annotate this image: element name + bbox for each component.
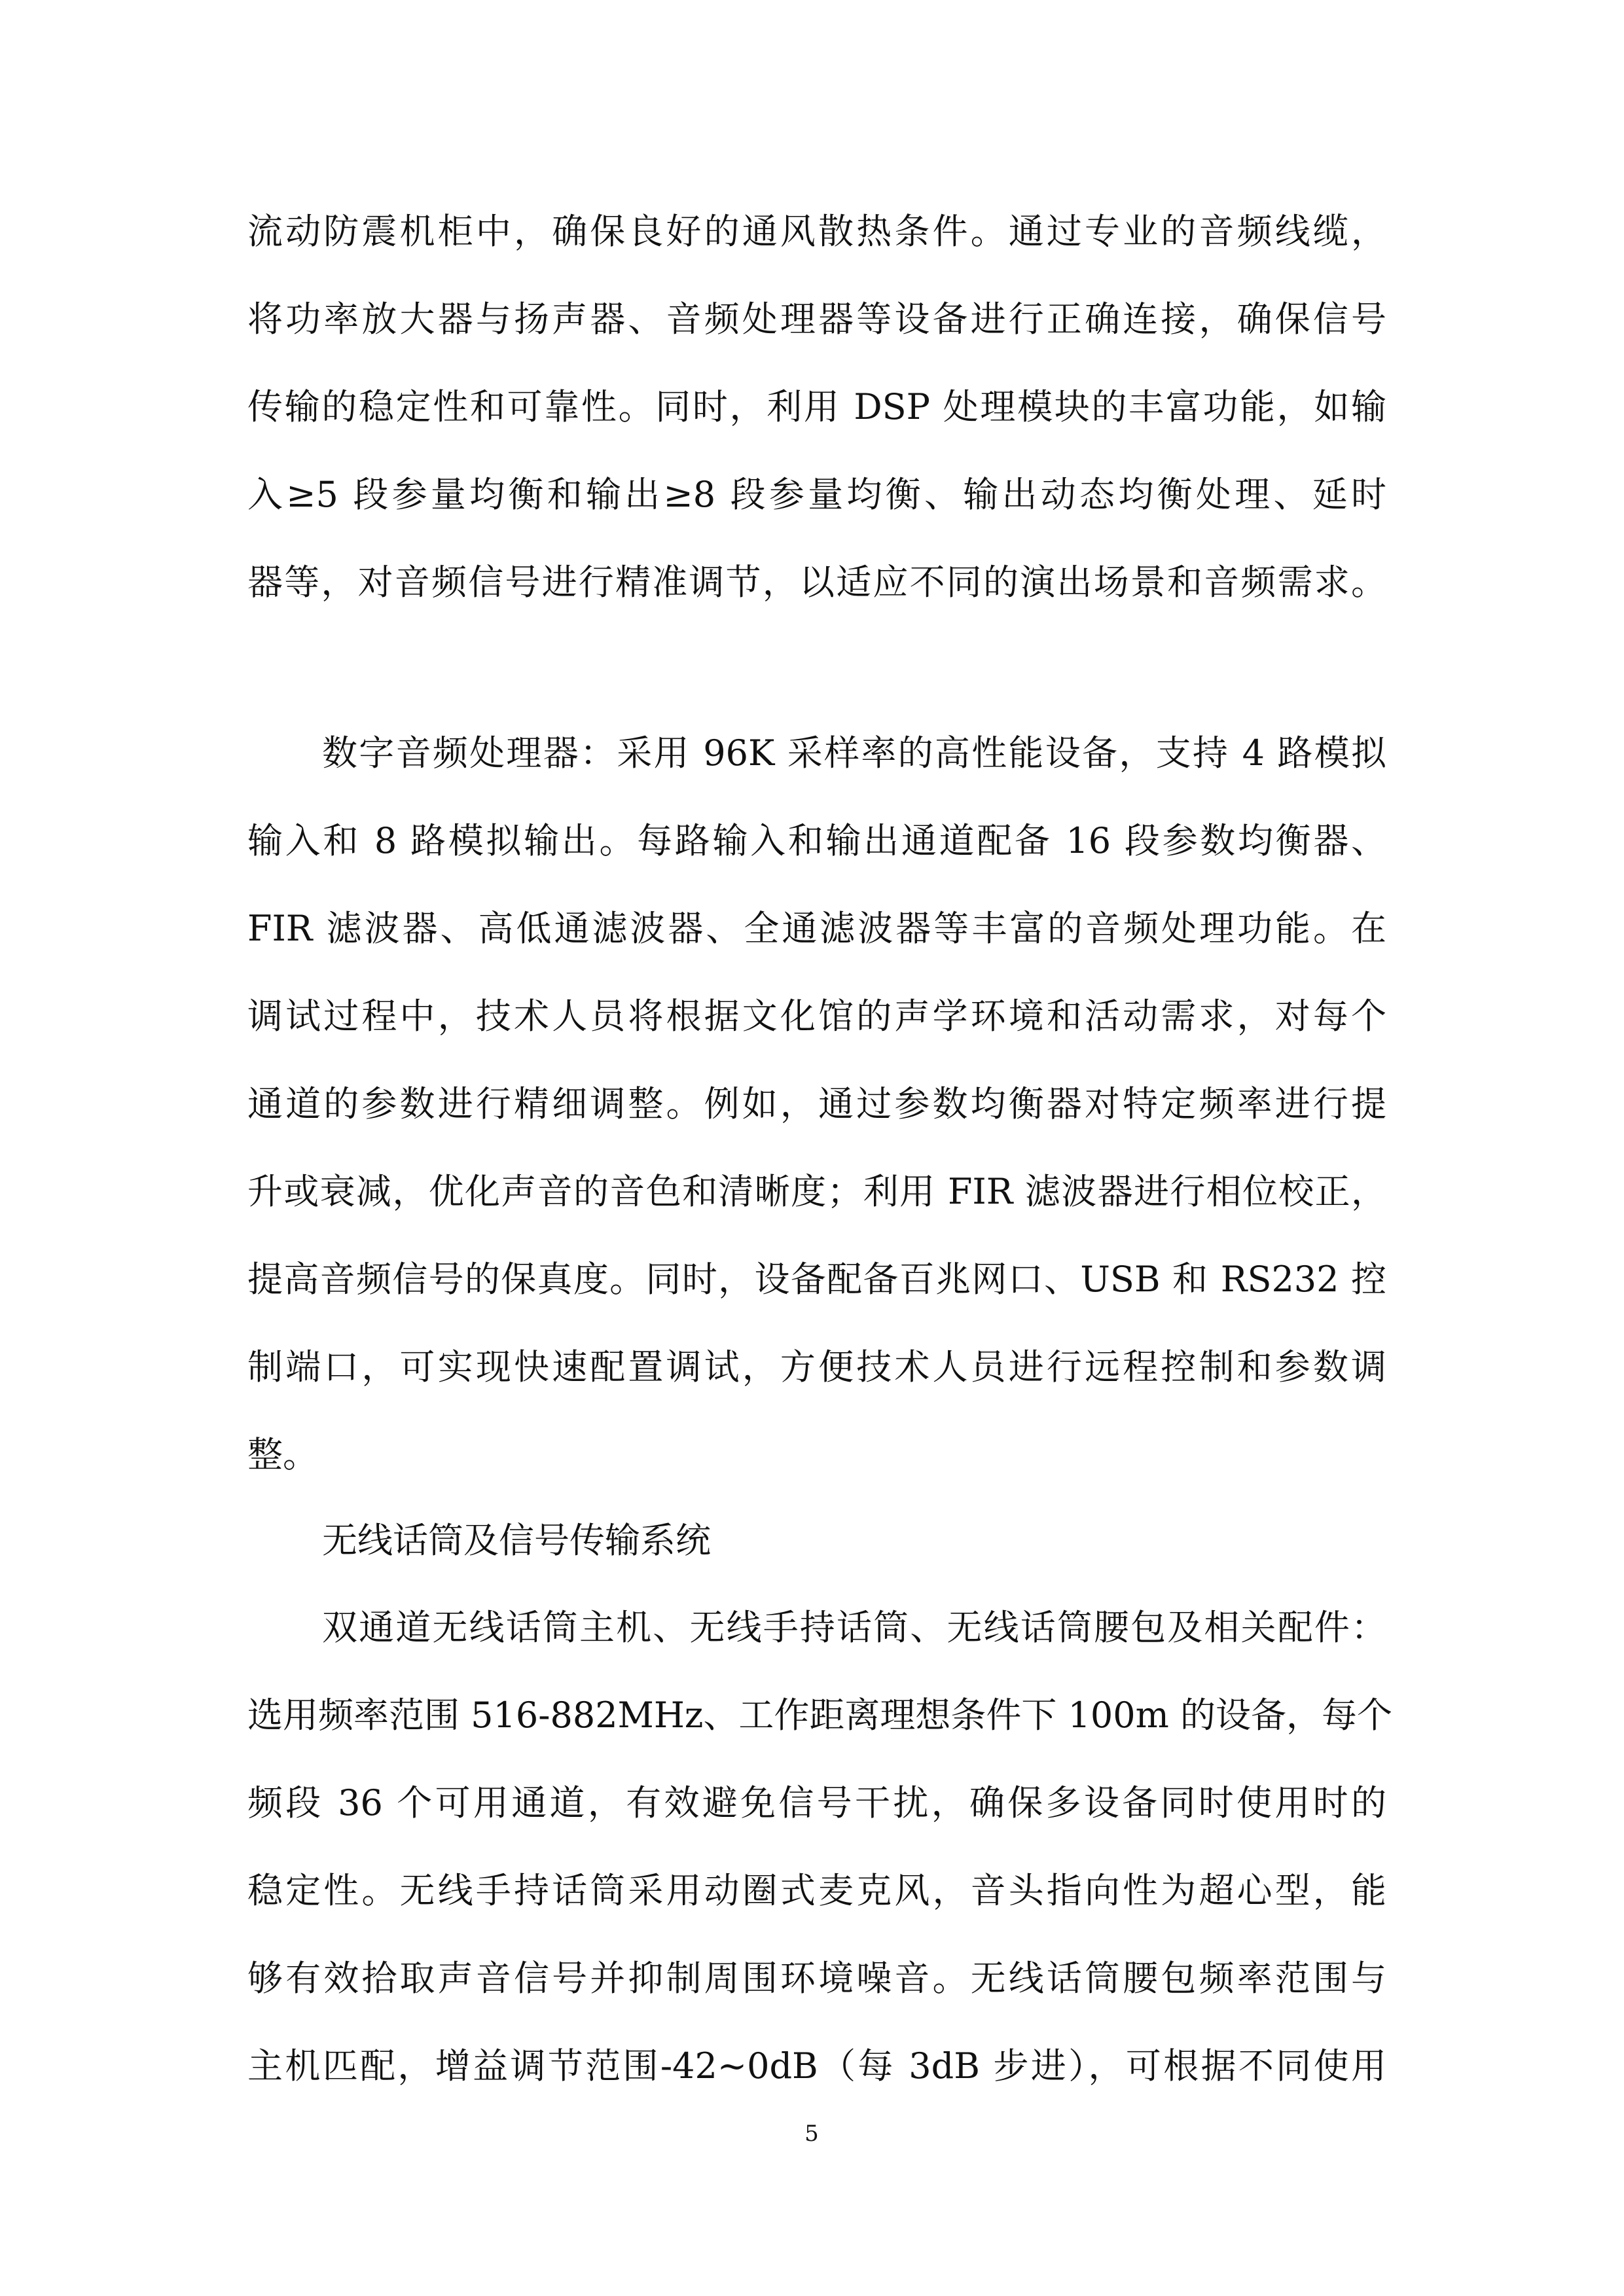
paragraph-line: 稳定性。无线手持话筒采用动圈式麦克风，音头指向性为超心型，能 [247,1870,1386,1911]
paragraph-line: 整。 [247,1434,318,1475]
paragraph-line: 调试过程中，技术人员将根据文化馆的声学环境和活动需求，对每个 [247,996,1386,1037]
page-number: 5 [804,2121,819,2147]
paragraph-line: 频段 36 个可用通道，有效避免信号干扰，确保多设备同时使用时的 [247,1782,1386,1823]
paragraph-line: FIR 滤波器、高低通滤波器、全通滤波器等丰富的音频处理功能。在 [247,908,1386,949]
paragraph-line: 器等，对音频信号进行精准调节，以适应不同的演出场景和音频需求。 [247,562,1386,603]
paragraph-line: 输入和 8 路模拟输出。每路输入和输出通道配备 16 段参数均衡器、 [247,820,1386,861]
paragraph-line: 够有效拾取声音信号并抑制周围环境噪音。无线话筒腰包频率范围与 [247,1958,1386,1999]
paragraph-line: 主机匹配，增益调节范围-42~0dB（每 3dB 步进），可根据不同使用 [247,2045,1386,2087]
paragraph-line: 选用频率范围 516-882MHz、工作距离理想条件下 100m 的设备，每个 [247,1695,1392,1736]
paragraph-line: 双通道无线话筒主机、无线手持话筒、无线话筒腰包及相关配件： [322,1607,1386,1648]
paragraph-line: 将功率放大器与扬声器、音频处理器等设备进行正确连接，确保信号 [247,298,1386,340]
paragraph-line: 升或衰减，优化声音的音色和清晰度；利用 FIR 滤波器进行相位校正， [247,1171,1386,1212]
paragraph-line: 通道的参数进行精细调整。例如，通过参数均衡器对特定频率进行提 [247,1083,1386,1124]
paragraph-line: 流动防震机柜中，确保良好的通风散热条件。通过专业的音频线缆， [247,211,1386,252]
paragraph-line: 制端口，可实现快速配置调试，方便技术人员进行远程控制和参数调 [247,1346,1386,1388]
paragraph-line: 提高音频信号的保真度。同时，设备配备百兆网口、USB 和 RS232 控 [247,1259,1386,1300]
paragraph-line: 数字音频处理器：采用 96K 采样率的高性能设备，支持 4 路模拟 [322,732,1386,774]
paragraph-line: 传输的稳定性和可靠性。同时，利用 DSP 处理模块的丰富功能，如输 [247,386,1386,427]
section-heading: 无线话筒及信号传输系统 [322,1520,711,1561]
paragraph-line: 入≥5 段参量均衡和输出≥8 段参量均衡、输出动态均衡处理、延时 [247,474,1386,515]
